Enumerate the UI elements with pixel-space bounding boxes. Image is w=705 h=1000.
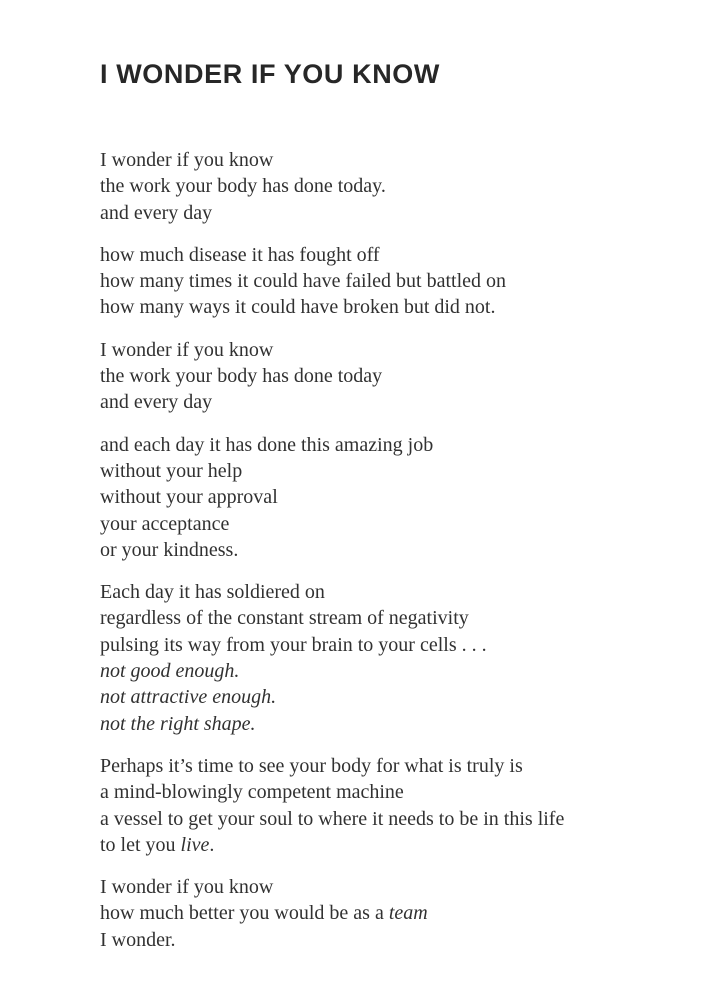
poem-text-italic: not the right shape. — [100, 712, 256, 735]
poem-text: a vessel to get your soul to where it needs to be in this life — [100, 807, 565, 830]
stanza — [100, 874, 665, 953]
poem-text-italic: not attractive enough. — [100, 686, 277, 709]
poem-line — [100, 147, 665, 173]
poem-text: how much better you would be as a — [100, 902, 389, 925]
poem-text: I wonder. — [100, 928, 176, 951]
poem-line — [100, 432, 665, 458]
poem-line — [100, 900, 665, 926]
poem-line — [100, 268, 665, 294]
poem-line — [100, 173, 665, 199]
poem-text: or your kindness. — [100, 538, 239, 561]
poem-line — [100, 337, 665, 363]
poem-line — [100, 658, 665, 684]
stanza — [100, 242, 665, 321]
poem-line — [100, 605, 665, 631]
poem-title: I WONDER IF YOU KNOW — [100, 59, 440, 89]
poem-line — [100, 832, 665, 858]
poem-line — [100, 389, 665, 415]
poem-text: without your help — [100, 459, 243, 482]
poem-line — [100, 874, 665, 900]
poem-text: to let you — [100, 833, 181, 856]
poem-line — [100, 632, 665, 658]
poem-line — [100, 458, 665, 484]
poem-text: Each day it has soldiered on — [100, 581, 325, 604]
poem-text: regardless of the constant stream of negativity — [100, 607, 469, 630]
poem-text: your acceptance — [100, 512, 230, 535]
poem-body — [100, 147, 665, 953]
poem-line — [100, 363, 665, 389]
poem-text: and every day — [100, 201, 213, 224]
poem-line — [100, 537, 665, 563]
poem-line — [100, 684, 665, 710]
poem-text: Perhaps it’s time to see your body for what is truly is — [100, 754, 523, 777]
poem-text: I wonder if you know — [100, 149, 274, 171]
poem-text-italic: live — [180, 833, 210, 856]
poem-text: and each day it has done this amazing job — [100, 433, 434, 456]
poem-text: I wonder if you know — [100, 338, 274, 361]
poem-text: how many times it could have failed but battled on — [100, 270, 507, 293]
poem-text: without your approval — [100, 486, 278, 509]
poem-line — [100, 806, 665, 832]
poem-text: I wonder if you know — [100, 876, 274, 899]
poem-text: the work your body has done today — [100, 365, 383, 388]
poem-line — [100, 511, 665, 537]
stanza — [100, 432, 665, 563]
poem-line — [100, 927, 665, 953]
poem-line — [100, 294, 665, 320]
poem-text: and every day — [100, 391, 213, 414]
poem-line — [100, 711, 665, 737]
poem-line — [100, 484, 665, 510]
poem-text: pulsing its way from your brain to your cells . . . — [100, 633, 487, 656]
poem-text-italic: not good enough. — [100, 660, 240, 683]
poem-line — [100, 200, 665, 226]
poem-text: how many ways it could have broken but did not. — [100, 296, 496, 319]
stanza — [100, 753, 665, 858]
poem-text: how much disease it has fought off — [100, 243, 380, 266]
poem-text: . — [209, 833, 215, 856]
poem-line — [100, 242, 665, 268]
poem-line — [100, 753, 665, 779]
stanza — [100, 147, 665, 226]
stanza — [100, 579, 665, 737]
poem-line — [100, 779, 665, 805]
stanza — [100, 337, 665, 416]
poem-text: the work your body has done today. — [100, 175, 386, 198]
poem-line — [100, 579, 665, 605]
poem-text-italic: team — [388, 902, 428, 925]
poem-text: a mind-blowingly competent machine — [100, 781, 404, 804]
